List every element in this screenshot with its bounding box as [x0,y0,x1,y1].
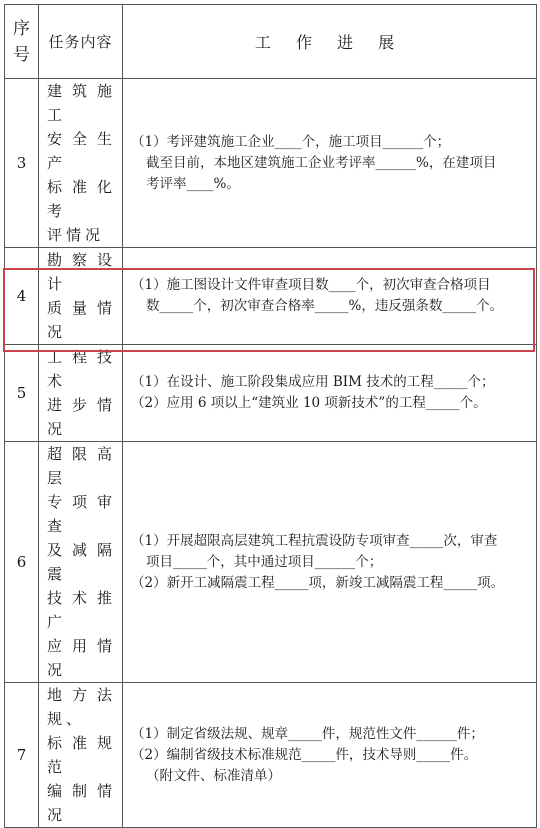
task-line: 标准规范 [47,734,116,776]
task-line: 地方法规、 [47,686,116,728]
table-row [5,79,537,248]
header-task: 任务内容 [39,5,123,79]
row-progress [123,683,537,828]
task-line: 标准化考 [47,178,116,220]
row-index: 7 [5,683,39,828]
progress-line: （附文件、标准清单） [146,767,281,784]
progress-line: （2）应用 6 项以上“建筑业 10 项新技术”的工程_____个。 [131,395,487,411]
table-row [5,442,537,683]
task-line: 应用情况 [47,637,116,679]
table-row [5,683,537,828]
row-progress [123,248,537,345]
row-task [39,345,123,442]
row-index: 3 [5,79,39,248]
task-line: 质量情况 [47,299,116,341]
progress-line: 数_____个，初次审查合格率_____%，违反强条数_____个。 [146,298,504,314]
task-line: 超限高层 [47,445,116,487]
progress-line: （2）新开工减隔震工程_____项，新竣工减隔震工程_____项。 [131,574,505,591]
task-line: 建筑施工 [47,82,116,124]
table-row-highlighted [5,345,537,442]
row-task [39,248,123,345]
header-index-line: 号 [13,44,30,65]
task-line: 技术推广 [47,589,116,631]
row-task [39,442,123,683]
progress-table [4,4,537,828]
task-line: 评情况 [47,226,105,244]
progress-line: （1）考评建筑施工企业____个，施工项目______个； [131,133,451,150]
table-row [5,248,537,345]
progress-line: （1）开展超限高层建筑工程抗震设防专项审查_____次，审查 [131,532,498,549]
progress-line: （1）制定省级法规、规章_____件，规范性文件______件； [131,725,484,742]
progress-line: （1）施工图设计文件审查项目数____个，初次审查合格项目 [131,277,491,293]
row-task [39,683,123,828]
row-progress [123,79,537,248]
table-header-row [5,5,537,79]
task-line: 编制情况 [47,782,116,824]
row-task [39,79,123,248]
header-index-line: 序 [13,18,30,39]
task-line: 勘察设计 [47,251,116,293]
progress-line: （2）编制省级技术标准规范_____件，技术导则_____件。 [131,746,478,763]
row-progress [123,345,537,442]
task-line: 工程技术 [47,348,116,390]
row-index: 5 [5,345,39,442]
header-index [5,5,39,79]
progress-line: 项目_____个，其中通过项目______个； [146,553,383,570]
progress-line: 考评率____%。 [146,175,240,192]
progress-line: （1）在设计、施工阶段集成应用 BIM 技术的工程_____个； [131,374,495,390]
progress-line: 截至目前，本地区建筑施工企业考评率______%，在建项目 [146,154,497,171]
header-progress: 工 作 进 展 [123,5,537,79]
task-line: 进步情况 [47,396,116,438]
row-index: 4 [5,248,39,345]
row-progress [123,442,537,683]
task-line: 及减隔震 [47,541,116,583]
task-line: 安全生产 [47,130,116,172]
row-index: 6 [5,442,39,683]
task-line: 专项审查 [47,493,116,535]
